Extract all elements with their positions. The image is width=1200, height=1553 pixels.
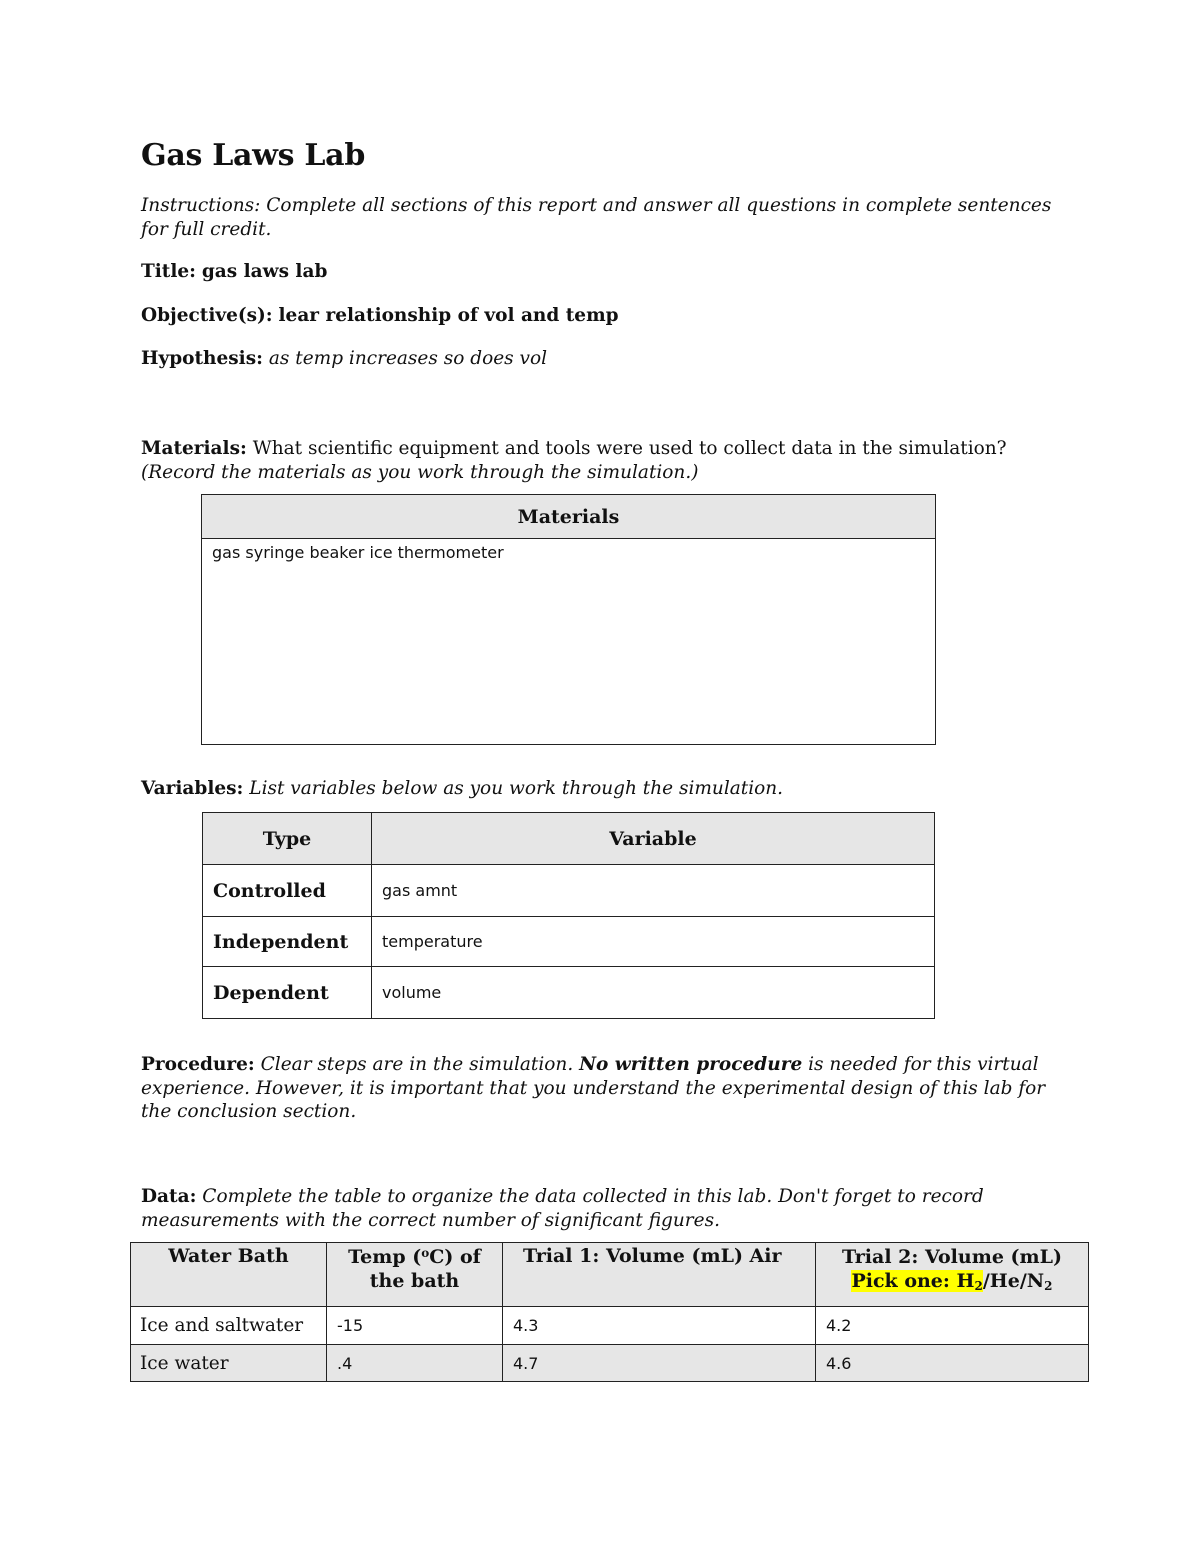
header-trial-2-line1: Trial 2: Volume (mL)	[842, 1246, 1062, 1268]
gas-he-n: /He/N	[982, 1270, 1045, 1292]
procedure-label: Procedure:	[141, 1054, 255, 1075]
objective-row	[141, 304, 619, 328]
variables-header-type: Type	[203, 813, 372, 865]
header-temp-line2: the bath	[369, 1270, 460, 1292]
header-temp-post: C) of	[429, 1246, 481, 1268]
variable-value-cell[interactable]: temperature	[372, 917, 935, 967]
variables-label: Variables:	[141, 778, 244, 799]
trial2-cell[interactable]: 4.6	[816, 1345, 1089, 1382]
trial2-cell[interactable]: 4.2	[816, 1307, 1089, 1345]
water-bath-cell: Ice and saltwater	[131, 1307, 327, 1345]
water-bath-cell: Ice water	[131, 1345, 327, 1382]
instructions-line-2: for full credit.	[141, 219, 272, 240]
procedure-row	[141, 1053, 1039, 1077]
temp-cell[interactable]: .4	[327, 1345, 503, 1382]
variables-row	[141, 777, 783, 801]
data-text-2: measurements with the correct number of significant figures.	[141, 1210, 720, 1231]
header-temp-degree: o	[421, 1246, 430, 1260]
data-label: Data:	[141, 1186, 197, 1207]
header-temp	[327, 1243, 503, 1307]
table-row	[203, 967, 935, 1019]
hypothesis-label: Hypothesis:	[141, 348, 263, 369]
hypothesis-value: as temp increases so does vol	[268, 348, 548, 369]
data-table	[130, 1242, 1089, 1382]
header-trial-2	[816, 1243, 1089, 1307]
variable-value-cell[interactable]: gas amnt	[372, 865, 935, 917]
data-row	[141, 1185, 984, 1209]
procedure-text-post: is needed for this virtual	[808, 1054, 1039, 1075]
trial1-cell[interactable]: 4.7	[503, 1345, 816, 1382]
title-label: Title:	[141, 261, 196, 282]
data-table-header-row	[131, 1243, 1089, 1307]
hypothesis-row	[141, 347, 547, 371]
materials-label: Materials:	[141, 438, 247, 459]
gas-n2-sub: 2	[1044, 1279, 1053, 1293]
materials-table-header: Materials	[202, 495, 936, 539]
title-row	[141, 260, 327, 284]
trial1-cell[interactable]: 4.3	[503, 1307, 816, 1345]
document-title: Gas Laws Lab	[141, 138, 365, 173]
table-row	[203, 917, 935, 967]
objective-value: lear relationship of vol and temp	[278, 305, 619, 326]
procedure-text-pre: Clear steps are in the simulation.	[260, 1054, 574, 1075]
instructions-line-1: Instructions: Complete all sections of this report and answer all questions in complete sentences	[141, 195, 1052, 216]
pick-one-label: Pick one:	[851, 1270, 950, 1292]
variables-note: List variables below as you work through the simulation.	[249, 778, 784, 799]
header-temp-pre: Temp (	[348, 1246, 422, 1268]
header-water-bath: Water Bath	[131, 1243, 327, 1307]
materials-question: What scientific equipment and tools were used to collect data in the simulation?	[252, 438, 1007, 459]
variable-type-cell: Independent	[203, 917, 372, 967]
header-trial-1: Trial 1: Volume (mL) Air	[503, 1243, 816, 1307]
variables-header-variable: Variable	[372, 813, 935, 865]
data-text-1: Complete the table to organize the data collected in this lab. Don't forget to record	[202, 1186, 984, 1207]
objective-label: Objective(s):	[141, 305, 273, 326]
materials-table	[201, 494, 936, 745]
temp-cell[interactable]: -15	[327, 1307, 503, 1345]
title-value: gas laws lab	[201, 261, 328, 282]
procedure-line-2: experience. However, it is important that you understand the experimental design of this lab for	[141, 1078, 1046, 1099]
variables-table	[202, 812, 935, 1019]
table-row	[131, 1307, 1089, 1345]
gas-h2-sub: 2	[974, 1279, 983, 1293]
table-row	[203, 865, 935, 917]
procedure-line-3: the conclusion section.	[141, 1101, 357, 1122]
variable-value-cell[interactable]: volume	[372, 967, 935, 1019]
pick-one-highlight	[851, 1270, 982, 1292]
materials-note: (Record the materials as you work through the simulation.)	[141, 462, 699, 483]
variable-type-cell: Controlled	[203, 865, 372, 917]
table-row	[131, 1345, 1089, 1382]
materials-table-content[interactable]: gas syringe beaker ice thermometer	[202, 539, 936, 745]
procedure-text-bold: No written procedure	[579, 1054, 803, 1075]
materials-row	[141, 437, 1007, 461]
variable-type-cell: Dependent	[203, 967, 372, 1019]
gas-h2: H	[956, 1270, 975, 1292]
